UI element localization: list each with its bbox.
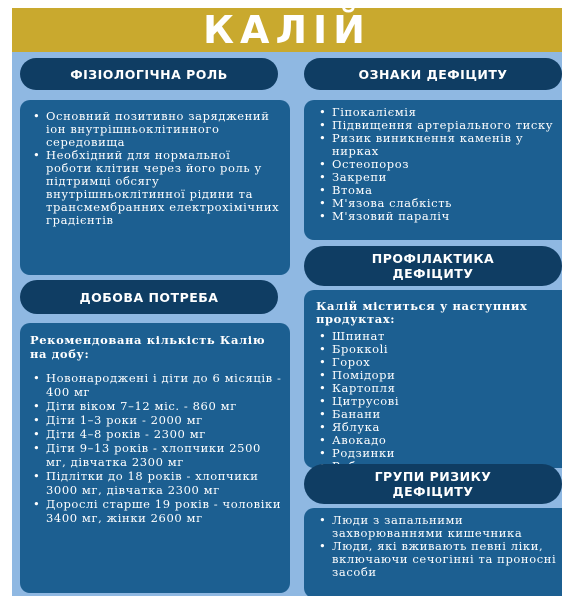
panel-prevention (304, 290, 562, 468)
list-item: • Підвищення артеріального тиску (316, 119, 562, 132)
heading-risk-groups (304, 464, 562, 504)
list-item: • Підлітки до 18 років - хлопчики 3000 мг, дівчатка 2300 мг (30, 469, 282, 497)
list-item: • Новонароджені і діти до 6 місяців - 400 мг (30, 371, 282, 399)
list-item: • Необхідний для нормальної роботи клітин через його роль у підтримці обсягу внутрішньоклітинної рідини та трансмембранних електрохімічних градієнтів (30, 149, 280, 227)
panel-risk-groups (304, 508, 562, 596)
list-item: • Яблука (316, 421, 562, 434)
panel-deficit-signs (304, 100, 562, 240)
list-item: • Основний позитивно заряджений іон внутрішньоклітинного середовища (30, 110, 280, 149)
heading-prevention-line2: ДЕФІЦИТУ (392, 266, 474, 281)
heading-deficit-signs-text: ОЗНАКИ ДЕФІЦИТУ (358, 66, 508, 82)
heading-daily-requirement-text: ДОБОВА ПОТРЕБА (79, 289, 219, 305)
page-title: КАЛІЙ (12, 8, 562, 52)
heading-physiological-role (20, 58, 278, 90)
list-item: • Дорослі старше 19 років - чоловіки 3400 мг, жінки 2600 мг (30, 497, 282, 525)
list-item: • Картопля (316, 382, 562, 395)
list-item: • Остеопороз (316, 158, 562, 171)
list-item: • Діти 4–8 років - 2300 мг (30, 427, 282, 441)
list-item: • Банани (316, 408, 562, 421)
list-item: • Діти 1–3 роки - 2000 мг (30, 413, 282, 427)
heading-prevention-line1: ПРОФІЛАКТИКА (371, 251, 495, 266)
list-item: • Діти віком 7–12 міс. - 860 мг (30, 399, 282, 413)
poster (12, 8, 562, 596)
heading-prevention (304, 246, 562, 286)
list-item: • Шпинат (316, 330, 562, 343)
heading-physiological-role-text: ФІЗІОЛОГІЧНА РОЛЬ (70, 66, 228, 82)
list-item: • Броккolі (316, 343, 562, 356)
daily-intro: Рекомендована кількість Калію на добу: (30, 333, 266, 361)
heading-risk-groups-line2: ДЕФІЦИТУ (392, 484, 474, 499)
prevention-intro: Калій міститься у наступних продуктах: (316, 299, 528, 326)
list-item: • Ризик виникнення каменів у нирках (316, 132, 562, 158)
list-item: • Втома (316, 184, 562, 197)
list-item: • Люди з запальними захворюваннями кишечника (316, 514, 562, 540)
heading-deficit-signs (304, 58, 562, 90)
list-item: • Закрепи (316, 171, 562, 184)
list-item: • Горох (316, 356, 562, 369)
list-item: • Гіпокаліємія (316, 106, 562, 119)
list-item: • Люди, які вживають певні ліки, включаючи сечогінні та проносні засоби (316, 540, 562, 579)
list-item: • Цитрусові (316, 395, 562, 408)
list-item: • Авокадо (316, 434, 562, 447)
list-item: • М'язовий параліч (316, 210, 562, 223)
heading-risk-groups-line1: ГРУПИ РИЗИКУ (374, 469, 492, 484)
panel-daily-requirement (20, 323, 290, 593)
panel-physiological-role (20, 100, 290, 275)
list-item: • Діти 9–13 років - хлопчики 2500 мг, дівчатка 2300 мг (30, 441, 282, 469)
list-item: • Родзинки (316, 447, 562, 460)
list-item: • М'язова слабкість (316, 197, 562, 210)
heading-daily-requirement (20, 280, 278, 314)
list-item: • Помідори (316, 369, 562, 382)
